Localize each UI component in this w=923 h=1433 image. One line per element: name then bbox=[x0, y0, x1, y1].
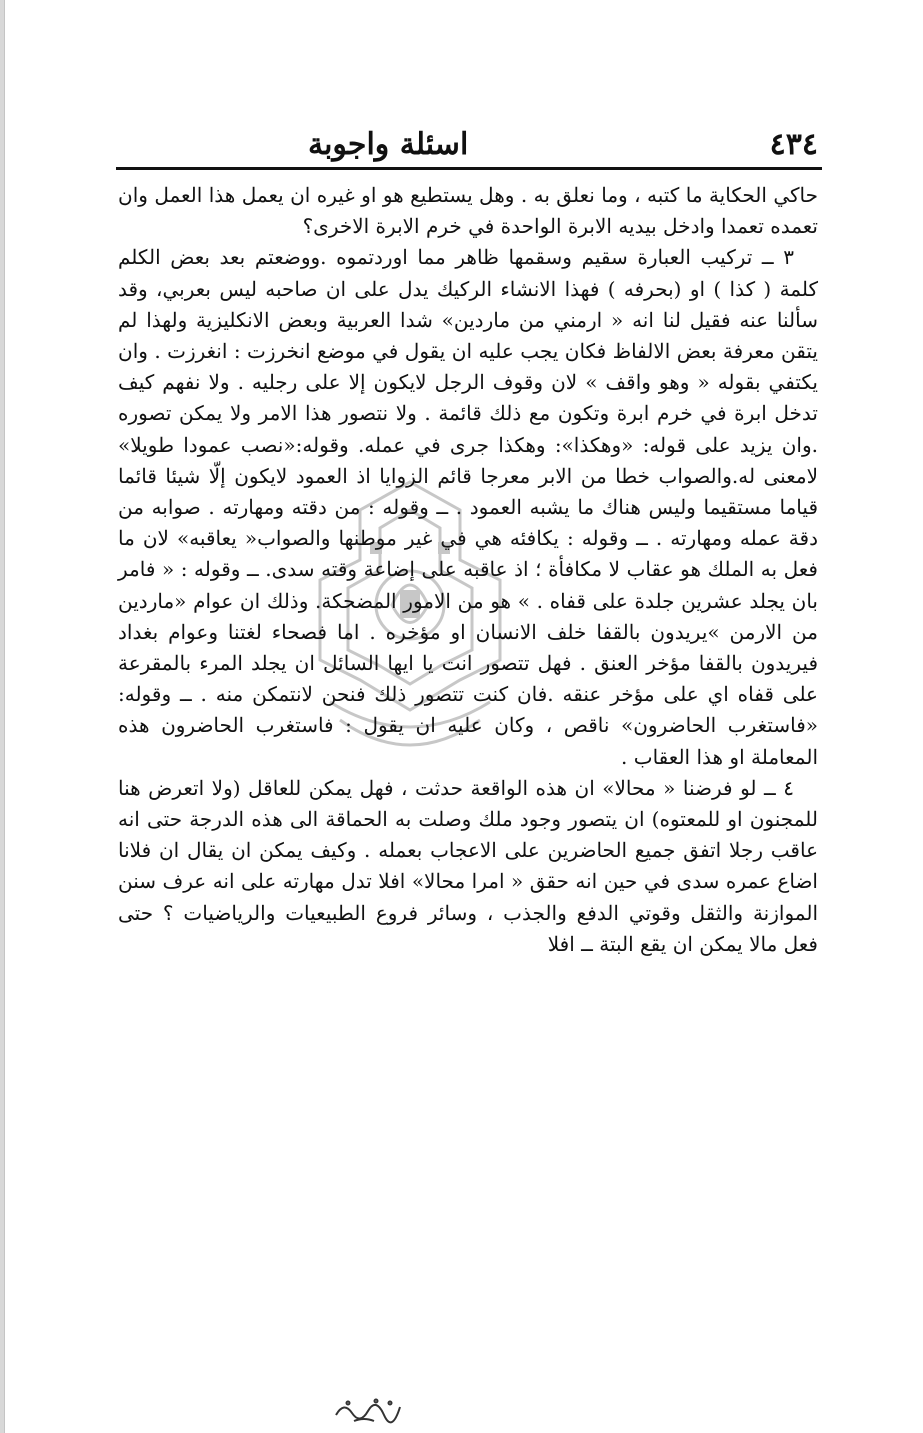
paragraph-2: ٣ ــ تركيب العبارة سقيم وسقمها ظاهر مما اوردتموه .ووضعتم بعد بعض الكلم كلمة ( كذا ) او (بحرفه ) فهذا الانشاء الركيك يدل على ان صاحبه ليس بعربي، وقد سألنا عنه فقيل لنا انه « ارمني من ماردين» شدا العربية وبعض الانكليزية ولهذا لم يتقن معرفة بعض الالفاظ فكان يجب عليه ان يقول في موضع انخرزت : انغرزت . وان يكتفي بقوله « وهو واقف » لان وقوف الرجل لايكون إلا على رجليه . ولا نفهم كيف تدخل ابرة في خرم ابرة وتكون مع ذلك قائمة . ولا نتصور هذا الامر ولا يمكن تصوره .وان يزيد على قوله: «وهكذا»: وهكذا جرى في عمله. وقوله:«نصب عمودا طويلا» لامعنى له.والصواب خطا من الابر معرجا قائم الزوايا اذ العمود لايكون إلّا شيئا قائما قياما مستقيما وليس هناك ما يشبه العمود . ــ وقوله : من دقته ومهارته . صوابه من دقة عمله ومهارته . ــ وقوله : يكافئه هي في غير موطنها والصواب« يعاقبه» لان ما فعل به الملك هو عقاب لا مكافأة ؛ اذ عاقبه على إضاعة وقته سدى. ــ وقوله : « فامر بان يجلد عشرين جلدة على قفاه . » هو من الامور المضحكة. وذلك ان عوام «ماردين من الارمن »يريدون بالقفا خلف الانسان او مؤخره . اما فصحاء لغتنا وعوام بغداد فيريدون بالقفا مؤخر العنق . فهل تتصور انت يا ايها السائل ان يجلد المرء بالمقرعة على قفاه اي على مؤخر عنقه .فان كنت تتصور ذلك فنحن لانتمكن منه . ــ وقوله: «فاستغرب الحاضرون» ناقص ، وكان عليه ان يقول : فاستغرب الحاضرون هذه المعاملة او هذا العقاب . bbox=[118, 245, 818, 769]
ornament-signature-icon bbox=[330, 1395, 410, 1425]
page-header bbox=[118, 112, 818, 162]
scan-edge-shadow bbox=[0, 0, 8, 1433]
paragraph-1: حاكي الحكاية ما كتبه ، وما نعلق به . وهل يستطيع هو او غيره ان يعمل هذا العمل وان تعمده تعمدا وادخل بيديه الابرة الواحدة في خرم الابرة الاخرى؟ bbox=[118, 183, 818, 239]
body-text bbox=[118, 180, 818, 960]
paragraph-3: ٤ ــ لو فرضنا « محالا» ان هذه الواقعة حدثت ، فهل يمكن للعاقل (ولا اتعرض هنا للمجنون او للمعتوه) ان يتصور وجود ملك وصلت به الحماقة الى هذه الدرجة حتى انه عاقب رجلا اتفق جميع الحاضرين على الاعجاب بعمله . وكيف يمكن ان يقال ان فلانا اضاع عمره سدى في حين انه حقق « امرا محالا» افلا تدل مهارته على انه عرف سنن الموازنة والثقل وقوتي الدفع والجذب ، وسائر فروع الطبيعيات والرياضيات ؟ حتى فعل مالا يمكن ان يقع البتة ــ افلا bbox=[118, 775, 818, 956]
running-title: اسئلة واجوبة bbox=[308, 127, 469, 162]
header-rule bbox=[116, 167, 822, 170]
page-number: ٤٣٤ bbox=[769, 127, 818, 162]
